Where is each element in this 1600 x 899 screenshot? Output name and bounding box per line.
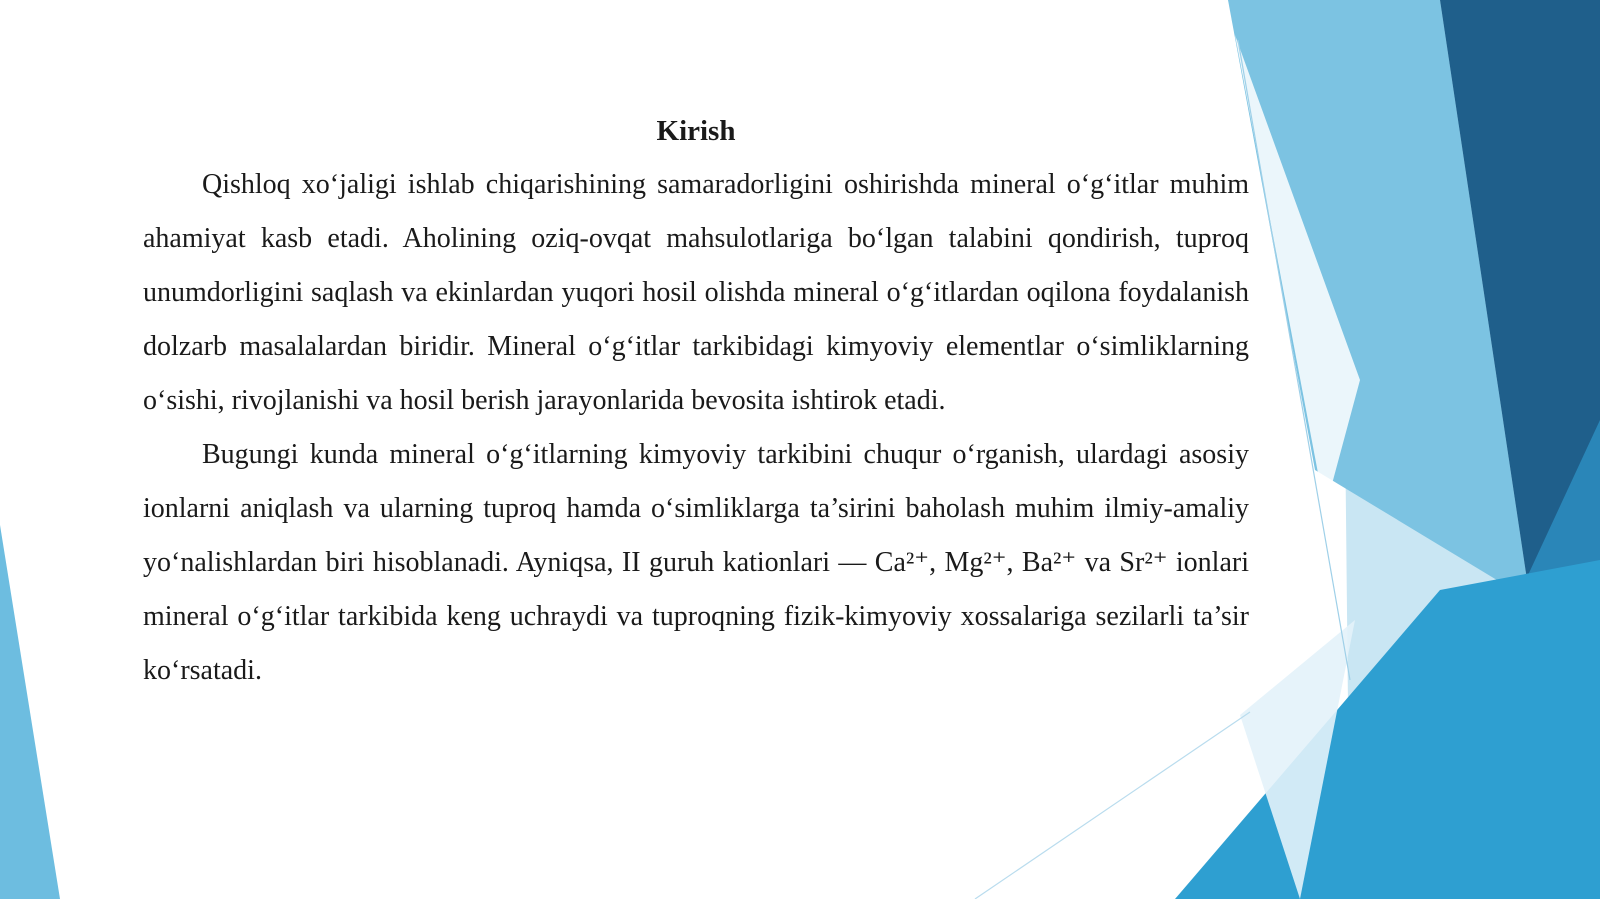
slide-title: Kirish bbox=[656, 115, 736, 147]
slide-content bbox=[143, 108, 1249, 698]
paragraph-2: Bugungi kunda mineral o‘g‘itlarning kimyoviy tarkibini chuqur o‘rganish, ulardagi asosiy ionlarni aniqlash va ularning tuproq hamda o‘simliklarga ta’sirini baholash muhim ilmiy-amaliy yo‘nalishlardan biri hisoblanadi. Ayniqsa, II guruh kationlari — Ca²⁺, Mg²⁺, Ba²⁺ va Sr²⁺ ionlari mineral o‘g‘itlar tarkibida keng uchraydi va tuproqning fizik-kimyoviy xossalariga sezilarli ta’sir ko‘rsatadi. bbox=[143, 439, 1249, 686]
left-accent-shape bbox=[0, 525, 60, 899]
paragraph-1: Qishloq xo‘jaligi ishlab chiqarishining samaradorligini oshirishda mineral o‘g‘itlar muhim ahamiyat kasb etadi. Aholining oziq-ovqat mahsulotlariga bo‘lgan talabini qondirish, tuproq unumdorligini saqlash va ekinlardan yuqori hosil olishda mineral o‘g‘itlardan oqilona foydalanish dolzarb masalalardan biridir. Mineral o‘g‘itlar tarkibidagi kimyoviy elementlar o‘simliklarning o‘sishi, rivojlanishi va hosil berish jarayonlarida bevosita ishtirok etadi. bbox=[143, 169, 1249, 416]
